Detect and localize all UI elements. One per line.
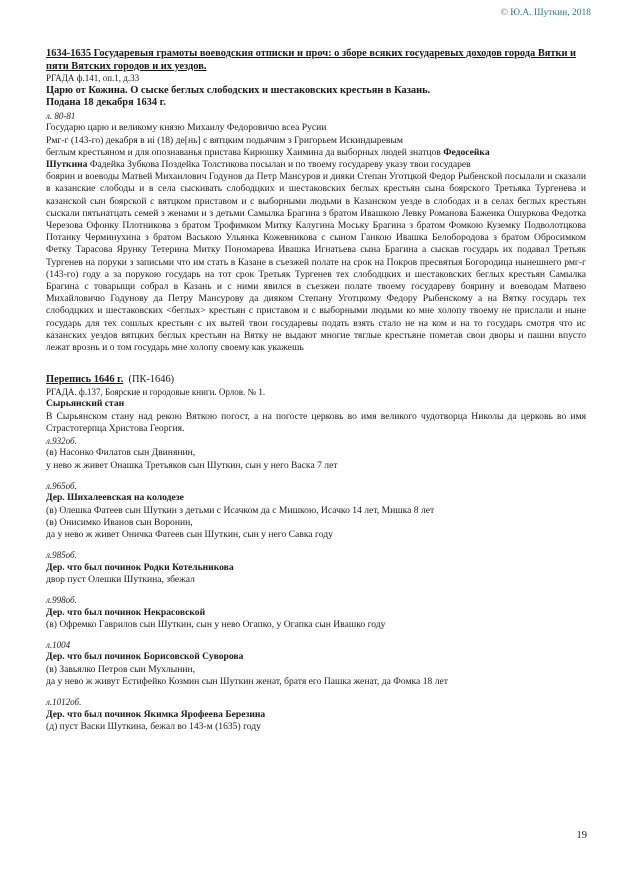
entry-folio-ref: л.965об. — [46, 480, 77, 491]
doc1-name-fedoseyka: Федосейка — [443, 146, 490, 158]
entry-folio-ref: л.1004 — [46, 639, 71, 650]
doc1-subtitle: Царю от Кожина. О сыске беглых слободских и шестаковских крестьян в Казань. — [46, 84, 431, 96]
entry-line: (в) Офремко Гаврилов сын Шуткин, сын у нево Огапко, у Огапка сын Ивашко году — [46, 618, 386, 630]
doc1-name-shutkin: Шуткина — [46, 158, 88, 170]
entry-line: (в) Насонко Филатов сын Двинянин, — [46, 447, 196, 459]
entry-line: (в) Олешка Фатеев сын Шуткин з детьми с Исачком да с Мишкою, Исачко 14 лет, Мишка 8 лет — [46, 504, 435, 516]
entry-heading: Дер. что был починок Якимка Ярофеева Березина — [46, 708, 266, 720]
census-title: Перепись 1646 г. — [46, 374, 124, 386]
entry-heading: Дер. что был починок Борисовской Суворова — [46, 651, 244, 663]
entry-folio-ref: л.1012об. — [46, 697, 82, 708]
doc1-line-3-text: беглым крестьяном и для опознаванья пристава Кирюшку Хаимина да выборных людей знатцов — [46, 146, 444, 158]
doc1-body-text: боярин и воеводы Матвей Михаилович Годунов да Петр Мансуров и дияки Степан Уготцкой Федор Рыбенской посылали и сказали в казанские слободы и в села сыскивать слободцких и шестаковских беглых крестьян сына боярского Третьяка Тургенева и казанской сын боярской с вятцком приставом и с выборными людьми в Казанском уезде в слободах и в селах беглых крестьян сыскали пятьнатцать семей з женами и з детьми Самылка Брагина з братом Ивашкою Левку Романова Бажеика Ошуркова Федотка Черезова Офонку Плотникова з братом Трофимком Митку Калугина Моську Брагина з братом Фомкою Куземку Подволотцкова Потанку Черминухина з братом Ваською Ульянка Кожевникова с сыном Ганкою Ивашка Белобородова з братом Обросимком Фетку Тарасова Ярунку Тетерина Митку Пономарева Ивашка Игнатьева сына Брагина а сыскав государь их подавал Третьяк Тургенев на поруки з записьми что им стать в Казане в съезжей полате на срок на Покров пресвятыя Богородица нынешнего рмг-г (143-го) году а за порукою государь на тот срок Третьяк Тургенев тех слободцких и шестаковских беглых крестьян Самылка Брагина с товарыщи собрал в Казань и с ними явился в съезжеи полате твоему государеву боярину и воеводам Матвею Михайловичю Годунову да Петру Мансурову да дияком Степану Уготцкому Федору Рыбенскому а на Вятку государь тех слободцких и шестаковских <беглых> крестьян с приставом и с выборными людьми ко мне холопу твоему не прислали и ныне государь для тех сошлых крестьян с их вытей твои государевы подать взять стало не на ком и на то государь смотря что ис казанских уездов вятцких беглых крестьян на Вятку не выдают многие тяглые крестьяне пометав свои дворы и пашни впусто лежат врознь и о том государь мне холопу своему как укажешь — [46, 171, 586, 354]
doc1-title: 1634-1635 Государевыя грамоты воеводския отписки и проч: о зборе всяких государевых доходов города Вятки и пяти Вятских городов и их уездов. — [46, 48, 577, 72]
section-spacer — [46, 354, 586, 374]
doc1-line-2: Рмг-г (143-го) декабря в иі (18) де[нь] с вятцким подьячим з Григорьем Искиндыревым — [46, 134, 403, 146]
entry-line: двор пуст Олешки Шуткина, збежал — [46, 573, 195, 585]
census-intro: В Сырьянском стану над рекою Вяткою погост, а на погосте церковь во имя великого чудотворца Николы да церковь во имя Страстотерпца Христова Георгия. — [46, 410, 586, 434]
entry-folio-ref: л.985об. — [46, 550, 77, 561]
entry-heading: Дер. что был починок Некрасовской — [46, 606, 206, 618]
census-entry — [46, 481, 586, 541]
entry-line: да у нево ж живет Оничка Фатеев сын Шуткин, сын у него Савка году — [46, 528, 333, 540]
entry-heading: Дер. что был починок Родки Котельникова — [46, 561, 234, 573]
doc1-folio-ref: л. 80-81 — [46, 110, 76, 121]
entry-line: (в) Онисимко Иванов сын Воронин, — [46, 516, 193, 528]
entry-folio-ref: л.932об. — [46, 435, 77, 446]
doc1-section — [46, 48, 586, 354]
page-number: 19 — [576, 830, 587, 841]
census-entry — [46, 697, 586, 733]
census-district: Сырьянский стан — [46, 398, 125, 410]
doc1-line-1: Государю царю и великому князю Михаилу Федоровичю всеа Русии — [46, 122, 327, 134]
census-archive-ref: РГАДА. ф.137, Боярские и городовые книги. Орлов. № 1. — [46, 386, 266, 397]
entry-line: (в) Завьялко Петров сын Мухлынин, — [46, 663, 196, 675]
doc1-archive-ref: РГАДА ф.141, оп.1, д.33 — [46, 73, 140, 84]
entry-line: у нево ж живет Онашка Третьяков сын Шуткин, сын у него Васка 7 лет — [46, 459, 338, 471]
entry-line: да у нево ж живут Естифейко Козмин сын Шуткин женат, братя его Пашка женат, да Фомка 18 лет — [46, 675, 448, 687]
copyright-notice: © Ю.А. Шуткин, 2018 — [500, 8, 591, 18]
census-section — [46, 374, 586, 733]
census-entry — [46, 640, 586, 688]
doc1-line-3 — [46, 147, 586, 159]
entry-folio-ref: л.998об. — [46, 595, 77, 606]
doc1-line-4 — [46, 159, 586, 171]
census-entry — [46, 595, 586, 631]
entry-line: (д) пуст Васки Шуткина, бежал во 143-м (1635) году — [46, 720, 261, 732]
census-entry — [46, 436, 586, 472]
census-code: (ПК-1646) — [128, 374, 175, 386]
page-content — [46, 48, 586, 733]
doc1-date: Подана 18 декабря 1634 г. — [46, 97, 166, 109]
entry-heading: Дер. Шихалеевская на колодезе — [46, 492, 184, 504]
census-entry — [46, 550, 586, 586]
census-heading — [46, 374, 586, 387]
doc1-line-4-text: Фадейка Зубкова Поздейка Толстикова посылан и по твоему государеву указу твои государев — [87, 158, 471, 170]
